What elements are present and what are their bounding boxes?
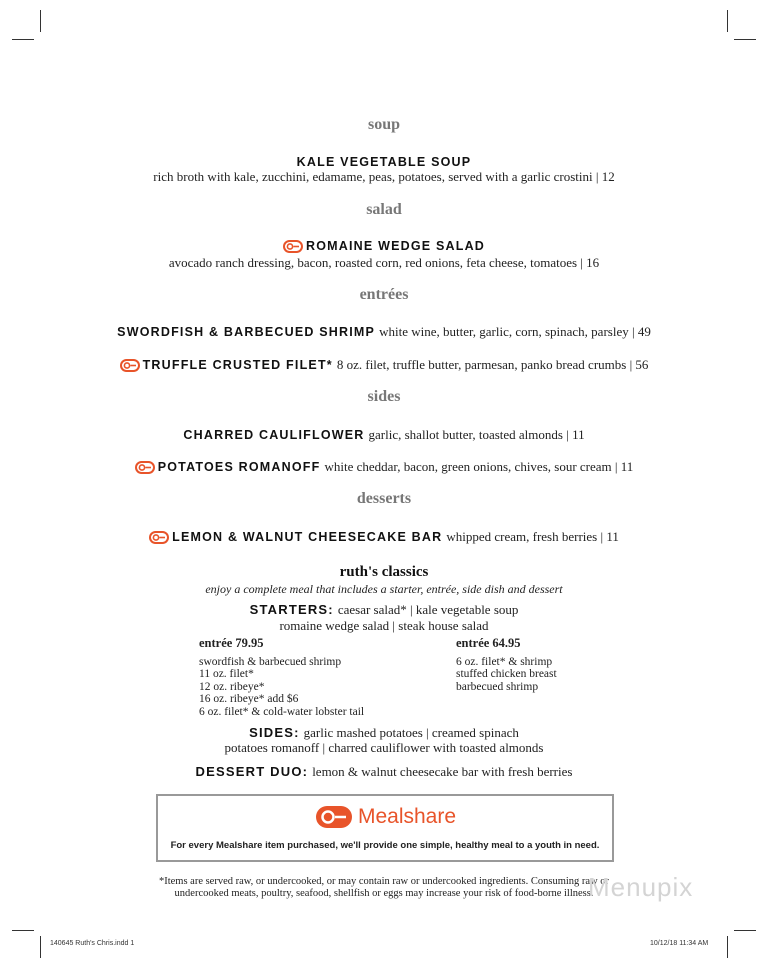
dessert-duo-text: lemon & walnut cheesecake bar with fresh berries: [312, 764, 573, 779]
disclaimer-line: undercooked meats, poultry, seafood, shellfish or eggs may increase your risk of food-borne illness.: [174, 888, 594, 899]
classics-starters: [0, 601, 768, 619]
item-name: POTATOES ROMANOFF: [157, 460, 321, 474]
item-name: ROMAINE WEDGE SALAD: [305, 239, 486, 253]
footer-timestamp: 10/12/18 11:34 AM: [650, 940, 709, 947]
mealshare-icon: [314, 804, 354, 830]
starters-line: caesar salad* | kale vegetable soup: [337, 602, 519, 617]
section-title-soup: soup: [367, 116, 401, 133]
crop-mark: [727, 936, 728, 958]
item-name: LEMON & WALNUT CHEESECAKE BAR: [172, 530, 443, 544]
footer-filename: 140645 Ruth's Chris.indd 1: [50, 940, 135, 947]
sides-line: garlic mashed potatoes | creamed spinach: [303, 725, 519, 740]
crop-mark: [40, 10, 41, 32]
sides-line: potatoes romanoff | charred cauliflower with toasted almonds: [224, 740, 544, 755]
menu-item-swordfish: [0, 323, 768, 341]
item-description: white wine, butter, garlic, corn, spinach, parsley | 49: [379, 324, 651, 339]
item-name: TRUFFLE CRUSTED FILET*: [142, 358, 333, 372]
mealshare-brand: Mealshare: [357, 805, 457, 828]
classics-subtitle: enjoy a complete meal that includes a starter, entrée, side dish and dessert: [205, 582, 563, 596]
entree-option: swordfish & barbecued shrimp: [199, 655, 342, 668]
mealshare-logo: [158, 804, 612, 830]
entree-option: barbecued shrimp: [456, 680, 539, 693]
mealshare-tagline: For every Mealshare item purchased, we'll provide one simple, healthy meal to a youth in need.: [170, 840, 600, 851]
starters-label: STARTERS:: [249, 602, 334, 617]
disclaimer-line: *Items are served raw, or undercooked, or may contain raw or undercooked ingredients. Consuming raw or: [158, 876, 610, 887]
menu-item-cauliflower: [0, 426, 768, 444]
item-description: whipped cream, fresh berries | 11: [446, 529, 619, 544]
classics-dessert: [0, 763, 768, 781]
mealshare-icon: [135, 461, 155, 474]
item-description: garlic, shallot butter, toasted almonds | 11: [368, 427, 585, 442]
item-description: avocado ranch dressing, bacon, roasted corn, red onions, feta cheese, tomatoes | 16: [168, 255, 600, 270]
item-name: KALE VEGETABLE SOUP: [296, 155, 472, 169]
section-title-salad: salad: [366, 201, 402, 218]
section-title-sides: sides: [367, 388, 401, 405]
menu-item-potatoes-romanoff: [0, 458, 768, 476]
entree-column-b: [456, 637, 557, 693]
entree-option: 12 oz. ribeye*: [199, 680, 265, 693]
crop-mark: [40, 936, 41, 958]
mealshare-icon: [120, 359, 140, 372]
menu-item-truffle-filet: [0, 356, 768, 374]
mealshare-icon: [149, 531, 169, 544]
starters-line: romaine wedge salad | steak house salad: [279, 618, 489, 633]
crop-mark: [734, 39, 756, 40]
crop-mark: [727, 10, 728, 32]
section-title-desserts: desserts: [356, 490, 412, 507]
section-title-entrees: entrées: [359, 286, 409, 303]
entree-option: 6 oz. filet* & cold-water lobster tail: [199, 705, 365, 718]
crop-mark: [12, 39, 34, 40]
crop-mark: [12, 930, 34, 931]
entree-price-heading: entrée 64.95: [456, 636, 521, 650]
entree-option: stuffed chicken breast: [456, 668, 557, 680]
entree-column-a: [199, 637, 364, 718]
entree-option: 11 oz. filet*: [199, 668, 254, 680]
crop-mark: [734, 930, 756, 931]
item-description: rich broth with kale, zucchini, edamame, peas, potatoes, served with a garlic crostini | 12: [153, 169, 615, 184]
item-name: SWORDFISH & BARBECUED SHRIMP: [117, 325, 376, 339]
menu-item-romaine-wedge: [0, 237, 768, 255]
watermark: Menupix: [588, 872, 694, 902]
mealshare-icon: [283, 240, 303, 253]
entree-option: 16 oz. ribeye* add $6: [199, 693, 299, 705]
entree-price-heading: entrée 79.95: [199, 636, 264, 650]
entree-option: 6 oz. filet* & shrimp: [456, 655, 553, 668]
sides-label: SIDES:: [249, 725, 300, 740]
item-description: 8 oz. filet, truffle butter, parmesan, panko bread crumbs | 56: [336, 357, 649, 372]
mealshare-box: [156, 794, 614, 862]
menu-item-cheesecake-bar: [0, 528, 768, 546]
dessert-duo-label: DESSERT DUO:: [195, 764, 309, 779]
item-name: CHARRED CAULIFLOWER: [183, 428, 365, 442]
classics-title: ruth's classics: [339, 564, 429, 580]
item-description: white cheddar, bacon, green onions, chives, sour cream | 11: [324, 459, 634, 474]
